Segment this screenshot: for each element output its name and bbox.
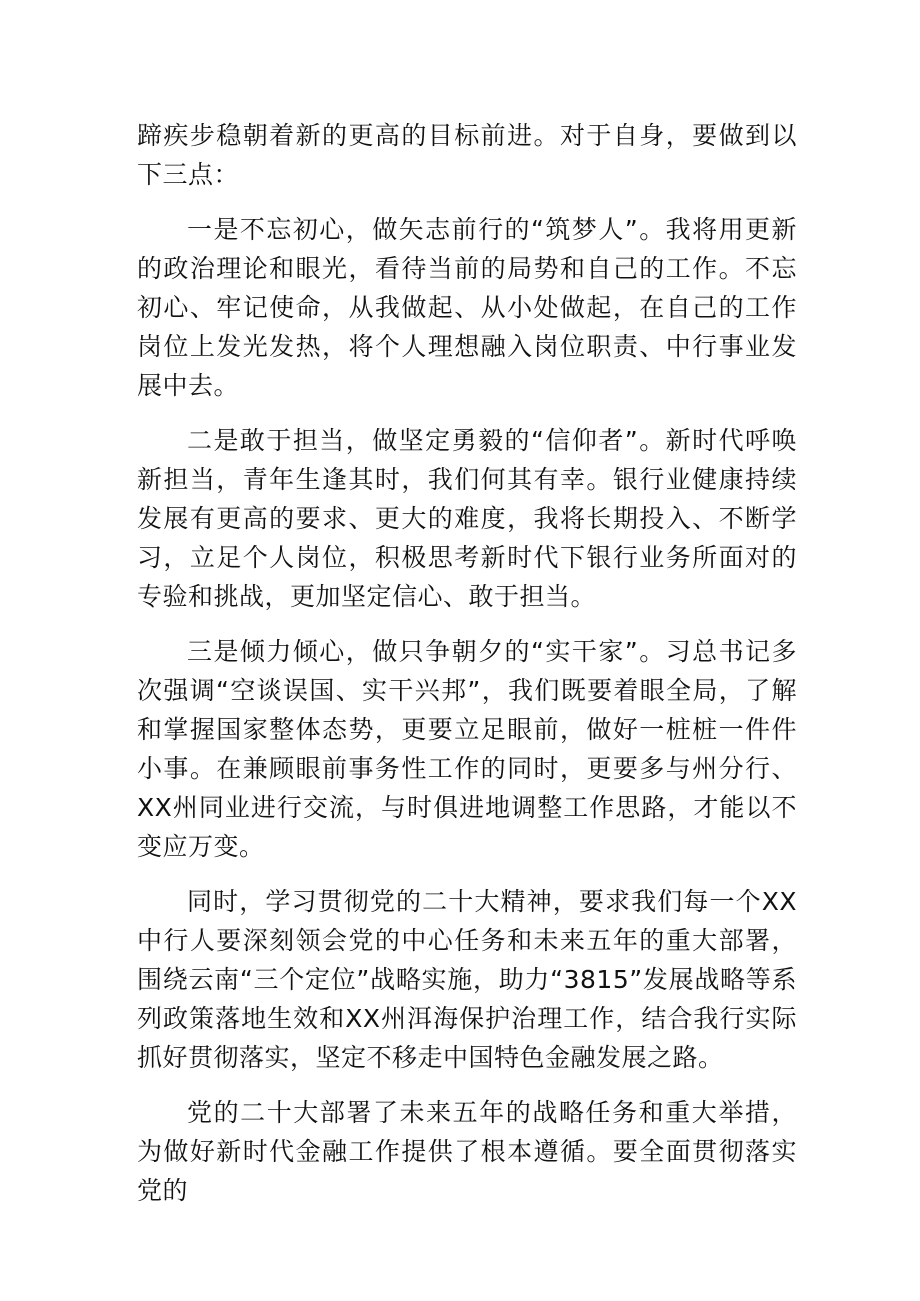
paragraph-twentieth-congress: 同时，学习贯彻党的二十大精神，要求我们每一个XX中行人要深刻领会党的中心任务和未来五年的重大部署，围绕云南“三个定位”战略实施，助力“3815”发展战略等系列政策落地生效和XX州洱海保护治理工作，结合我行实际抓好贯彻落实，坚定不移走中国特色金融发展之路。 xyxy=(137,887,797,1072)
document-body xyxy=(137,116,797,1226)
paragraph-continuation: 蹄疾步稳朝着新的更高的目标前进。对于自身，要做到以下三点： xyxy=(137,121,797,189)
paragraph-point-three: 三是倾力倾心，做只争朝夕的“实干家”。习总书记多次强调“空谈误国、实干兴邦”，我们既要着眼全局，了解和掌握国家整体态势，更要立足眼前，做好一桩桩一件件小事。在兼顾眼前事务性工作的同时，更要多与州分行、XX州同业进行交流，与时俱进地调整工作思路，才能以不变应万变。 xyxy=(137,637,797,861)
paragraph-point-one: 一是不忘初心，做矢志前行的“筑梦人”。我将用更新的政治理论和眼光，看待当前的局势和自己的工作。不忘初心、牢记使命，从我做起、从小处做起，在自己的工作岗位上发光发热，将个人理想融入岗位职责、中行事业发展中去。 xyxy=(137,215,797,400)
paragraph-point-two: 二是敢于担当，做坚定勇毅的“信仰者”。新时代呼唤新担当，青年生逢其时，我们何其有幸。银行业健康持续发展有更高的要求、更大的难度，我将长期投入、不断学习，立足个人岗位，积极思考新时代下银行业务所面对的专验和挑战，更加坚定信心、敢于担当。 xyxy=(137,426,797,611)
paragraph-strategic-tasks: 党的二十大部署了未来五年的战略任务和重大举措，为做好新时代金融工作提供了根本遵循。要全面贯彻落实党的 xyxy=(137,1098,797,1205)
